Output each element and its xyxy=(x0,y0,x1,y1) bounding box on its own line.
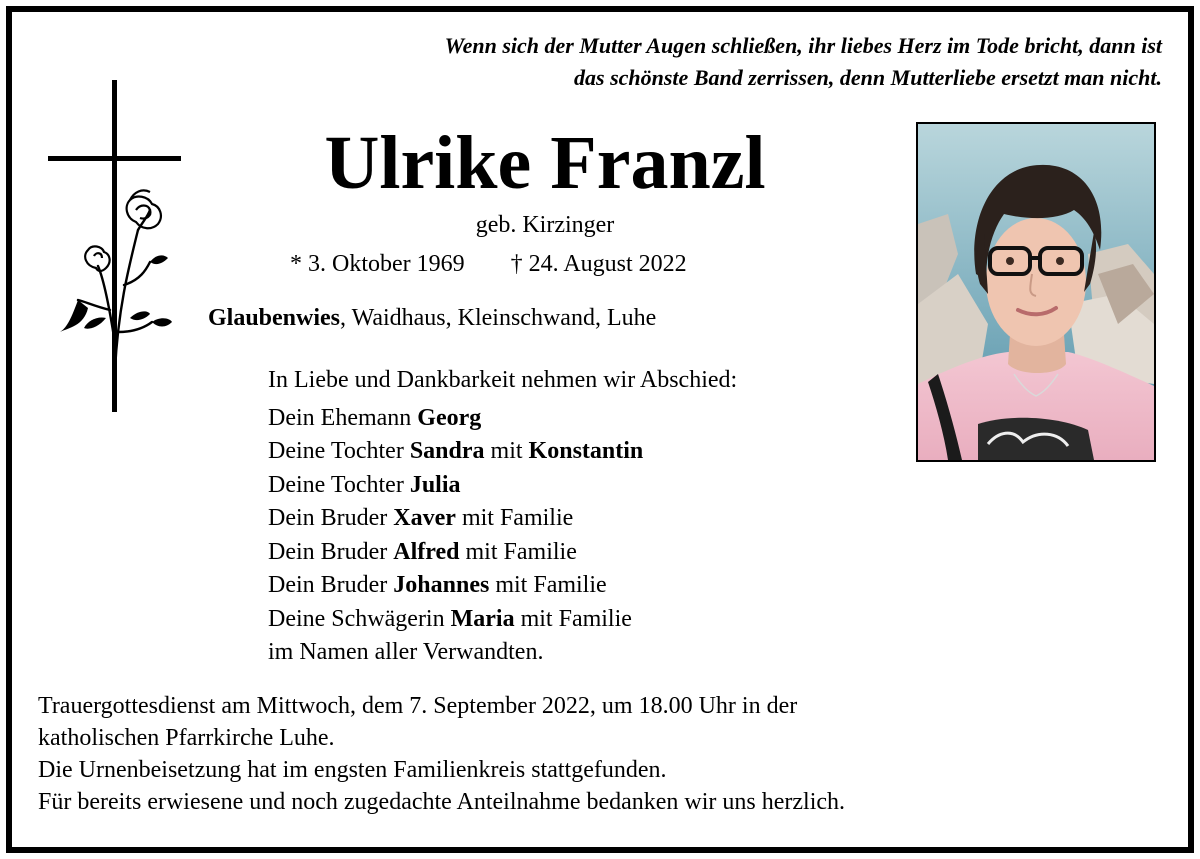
member-relation: Dein Bruder xyxy=(268,538,394,565)
family-member xyxy=(268,603,737,637)
family-member xyxy=(268,435,737,469)
life-dates xyxy=(290,248,687,280)
family-member xyxy=(268,569,737,603)
member-partner-name: Konstantin xyxy=(528,438,644,464)
member-name: Sandra xyxy=(409,438,485,464)
member-connector: mit xyxy=(484,438,529,464)
family-member xyxy=(268,502,737,536)
family-member xyxy=(268,536,737,570)
place-rest: , Waidhaus, Kleinschwand, Luhe xyxy=(340,305,657,331)
service-line-2: katholischen Pfarrkirche Luhe. xyxy=(38,725,335,751)
family-member xyxy=(268,469,737,503)
service-info xyxy=(38,690,845,818)
member-name: Alfred xyxy=(393,538,460,565)
portrait-image xyxy=(918,124,1154,460)
quote-line-1: Wenn sich der Mutter Augen schließen, ihr liebes Herz im Tode bricht, dann ist xyxy=(444,33,1162,58)
member-name: Xaver xyxy=(393,505,456,531)
family-member xyxy=(268,402,737,436)
member-suffix: mit Familie xyxy=(455,505,574,531)
portrait-photo xyxy=(916,122,1156,462)
family-list xyxy=(268,364,737,670)
member-relation: Deine Tochter xyxy=(268,438,410,464)
deceased-name: Ulrike Franzl xyxy=(324,121,766,205)
quote-line-2: das schönste Band zerrissen, denn Mutterliebe ersetzt man nicht. xyxy=(574,65,1162,90)
cross-with-roses-icon xyxy=(40,70,190,420)
member-name: Georg xyxy=(417,404,482,431)
place-main: Glaubenwies xyxy=(208,305,341,331)
service-line-1: Trauergottesdienst am Mittwoch, dem 7. September 2022, um 18.00 Uhr in der xyxy=(38,693,798,719)
family-intro: In Liebe und Dankbarkeit nehmen wir Abschied: xyxy=(268,367,738,393)
places-line xyxy=(208,302,656,334)
member-name: Maria xyxy=(450,605,515,632)
memorial-quote xyxy=(162,30,1162,94)
member-name: Julia xyxy=(409,471,461,498)
birth-date: * 3. Oktober 1969 xyxy=(290,251,465,277)
member-suffix: mit Familie xyxy=(514,605,632,632)
family-closing: im Namen aller Verwandten. xyxy=(268,639,544,665)
death-date: † 24. August 2022 xyxy=(510,251,687,277)
service-line-3: Die Urnenbeisetzung hat im engsten Familienkreis stattgefunden. xyxy=(38,757,667,783)
member-relation: Deine Schwägerin xyxy=(268,605,451,632)
member-relation: Dein Ehemann xyxy=(268,404,418,431)
service-line-4: Für bereits erwiesene und noch zugedachte Anteilnahme bedanken wir uns herzlich. xyxy=(38,789,846,815)
maiden-name: geb. Kirzinger xyxy=(475,212,615,238)
member-name: Johannes xyxy=(393,572,490,598)
member-suffix: mit Familie xyxy=(489,572,607,598)
member-relation: Dein Bruder xyxy=(268,505,394,531)
member-relation: Deine Tochter xyxy=(268,471,410,498)
member-suffix: mit Familie xyxy=(459,538,577,565)
member-relation: Dein Bruder xyxy=(268,572,394,598)
